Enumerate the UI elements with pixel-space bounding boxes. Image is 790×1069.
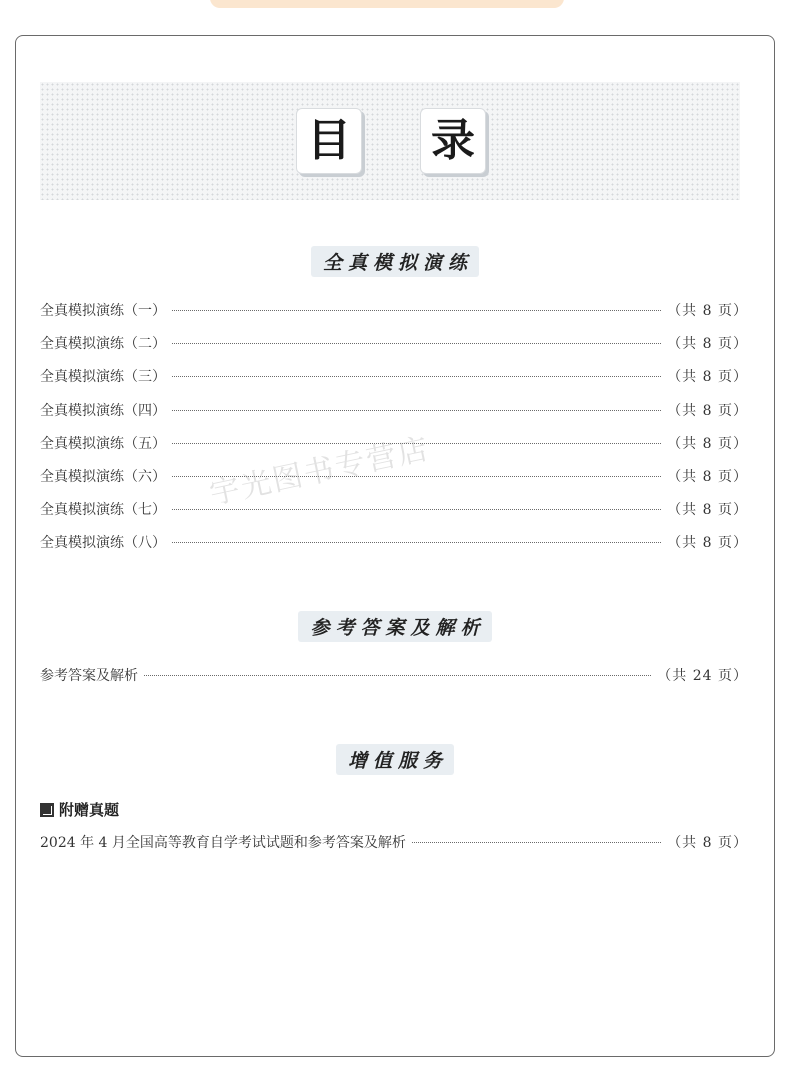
toc-page-count: （共 8 页） <box>667 468 748 485</box>
title-char-1: 目 <box>296 108 362 174</box>
dot-leader <box>172 310 661 311</box>
toc-page-count: （共 24 页） <box>657 668 748 684</box>
toc-page-count: （共 8 页） <box>667 435 748 452</box>
toc-label: 参考答案及解析 <box>40 668 138 684</box>
toc-row[interactable] <box>40 832 748 865</box>
title-band <box>40 82 740 200</box>
toc-row[interactable] <box>40 300 748 333</box>
toc-row[interactable] <box>40 499 748 532</box>
toc-page-count: （共 8 页） <box>667 336 748 353</box>
toc-label: 全真模拟演练（一） <box>40 303 166 319</box>
section-heading-answers: 参考答案及解析 <box>0 611 790 642</box>
top-tab <box>210 0 564 8</box>
toc-page-count: （共 8 页） <box>667 502 748 519</box>
toc-page-count: （共 8 页） <box>667 402 748 419</box>
toc-row[interactable] <box>40 665 748 698</box>
toc-label: 全真模拟演练（六） <box>40 468 166 485</box>
store-watermark: 宇光图书专营店 <box>206 431 434 513</box>
title-char-2: 录 <box>420 108 486 174</box>
section-heading-extras: 增值服务 <box>0 744 790 775</box>
toc-row[interactable] <box>40 532 748 565</box>
dot-leader <box>172 343 661 344</box>
dot-leader <box>172 542 661 543</box>
toc-page-count: （共 8 页） <box>667 303 748 319</box>
toc-page-count: （共 8 页） <box>667 835 748 851</box>
appendix-heading-label: 附赠真题 <box>59 801 120 819</box>
toc-label: 全真模拟演练（二） <box>40 336 166 353</box>
section-heading-practice: 全真模拟演练 <box>0 246 790 277</box>
toc-label: 全真模拟演练（七） <box>40 502 166 519</box>
toc-list-answers <box>40 665 748 698</box>
toc-label: 全真模拟演练（五） <box>40 435 166 452</box>
dot-leader <box>412 842 661 843</box>
toc-row[interactable] <box>40 333 748 366</box>
toc-page-count: （共 8 页） <box>667 535 748 552</box>
dot-leader <box>172 376 661 377</box>
checkbox-square-icon <box>40 803 54 817</box>
dot-leader <box>172 509 661 510</box>
toc-row[interactable] <box>40 366 748 399</box>
toc-label: 全真模拟演练（三） <box>40 369 166 386</box>
toc-list-extras <box>40 832 748 865</box>
dot-leader <box>172 410 661 411</box>
toc-label: 2024 年 4 月全国高等教育自学考试试题和参考答案及解析 <box>40 835 406 851</box>
toc-label: 全真模拟演练（八） <box>40 535 166 552</box>
toc-row[interactable] <box>40 400 748 433</box>
toc-label: 全真模拟演练（四） <box>40 402 166 419</box>
toc-page-count: （共 8 页） <box>667 369 748 386</box>
dot-leader <box>144 675 651 676</box>
appendix-heading <box>40 799 119 820</box>
